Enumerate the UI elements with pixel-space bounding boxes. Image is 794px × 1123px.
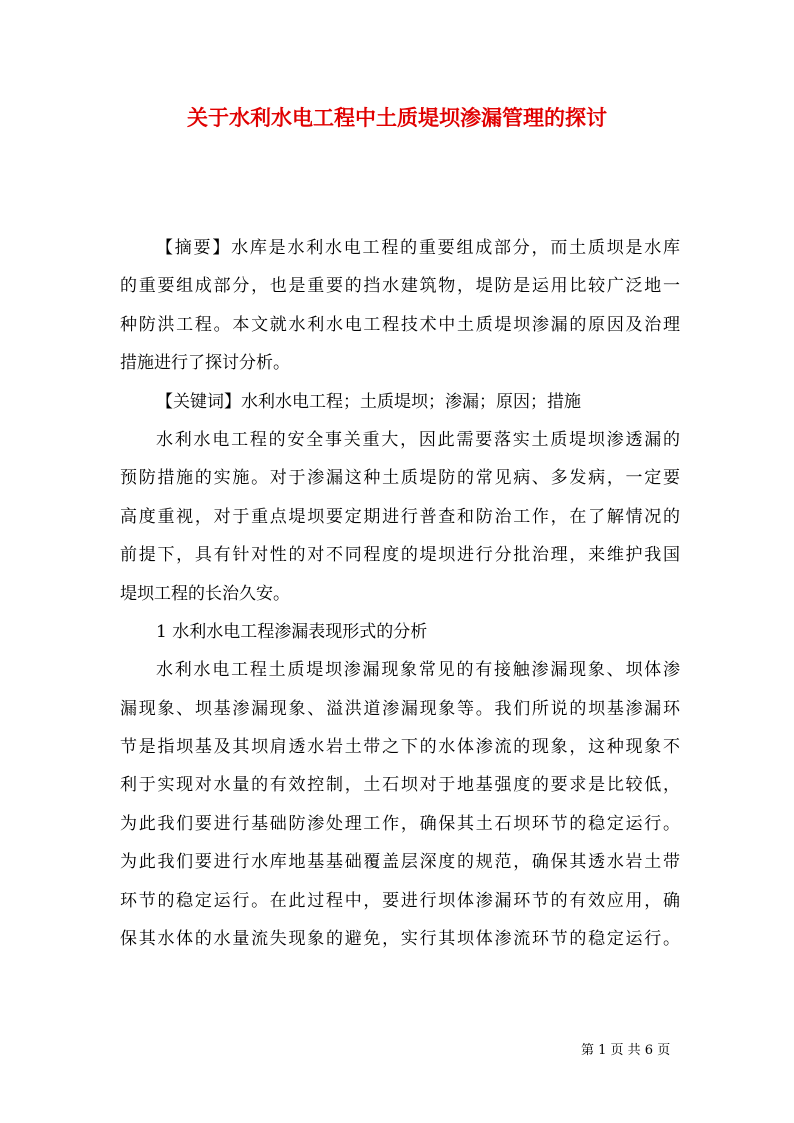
- abstract-line: 【摘要】水库是水利水电工程的重要组成部分，而土质坝是水库: [156, 238, 680, 258]
- keywords-line: 【关键词】水利水电工程；土质堤坝；渗漏；原因；措施: [156, 391, 581, 412]
- paragraph-line: 预防措施的实施。对于渗漏这种土质堤防的常见病、多发病，一定要: [120, 468, 680, 489]
- paragraph-line: 前提下，具有针对性的对不同程度的堤坝进行分批治理，来维护我国: [120, 545, 680, 566]
- paragraph-line: 保其水体的水量流失现象的避免，实行其坝体渗流环节的稳定运行。: [120, 929, 680, 950]
- paragraph-line: 水利水电工程的安全事关重大，因此需要落实土质堤坝渗透漏的: [156, 429, 680, 450]
- page-number: 第 1 页 共 6 页: [581, 1043, 671, 1058]
- abstract-line: 的重要组成部分，也是重要的挡水建筑物，堤防是运用比较广泛地一: [120, 276, 680, 297]
- section-heading: 1 水利水电工程渗漏表现形式的分析: [156, 621, 428, 642]
- paragraph-line: 堤坝工程的长治久安。: [120, 583, 290, 604]
- paragraph-line: 环节的稳定运行。在此过程中，要进行坝体渗漏环节的有效应用，确: [120, 890, 680, 911]
- paragraph-line: 为此我们要进行水库地基基础覆盖层深度的规范，确保其透水岩土带: [120, 852, 680, 873]
- abstract-line: 种防洪工程。本文就水利水电工程技术中土质堤坝渗漏的原因及治理: [120, 314, 680, 335]
- paragraph-line: 利于实现对水量的有效控制，土石坝对于地基强度的要求是比较低，: [120, 775, 680, 796]
- document-title: 关于水利水电工程中土质堤坝渗漏管理的探讨: [187, 105, 607, 130]
- abstract-line: 措施进行了探讨分析。: [120, 353, 290, 374]
- document-body: [120, 229, 680, 958]
- paragraph-line: 高度重视，对于重点堤坝要定期进行普查和防治工作，在了解情况的: [120, 506, 680, 527]
- paragraph-line: 漏现象、坝基渗漏现象、溢洪道渗漏现象等。我们所说的坝基渗漏环: [120, 698, 680, 719]
- paragraph-line: 水利水电工程土质堤坝渗漏现象常见的有接触渗漏现象、坝体渗: [156, 660, 680, 681]
- paragraph-line: 为此我们要进行基础防渗处理工作，确保其土石坝环节的稳定运行。: [120, 813, 680, 834]
- paragraph-line: 节是指坝基及其坝肩透水岩土带之下的水体渗流的现象，这种现象不: [120, 737, 680, 758]
